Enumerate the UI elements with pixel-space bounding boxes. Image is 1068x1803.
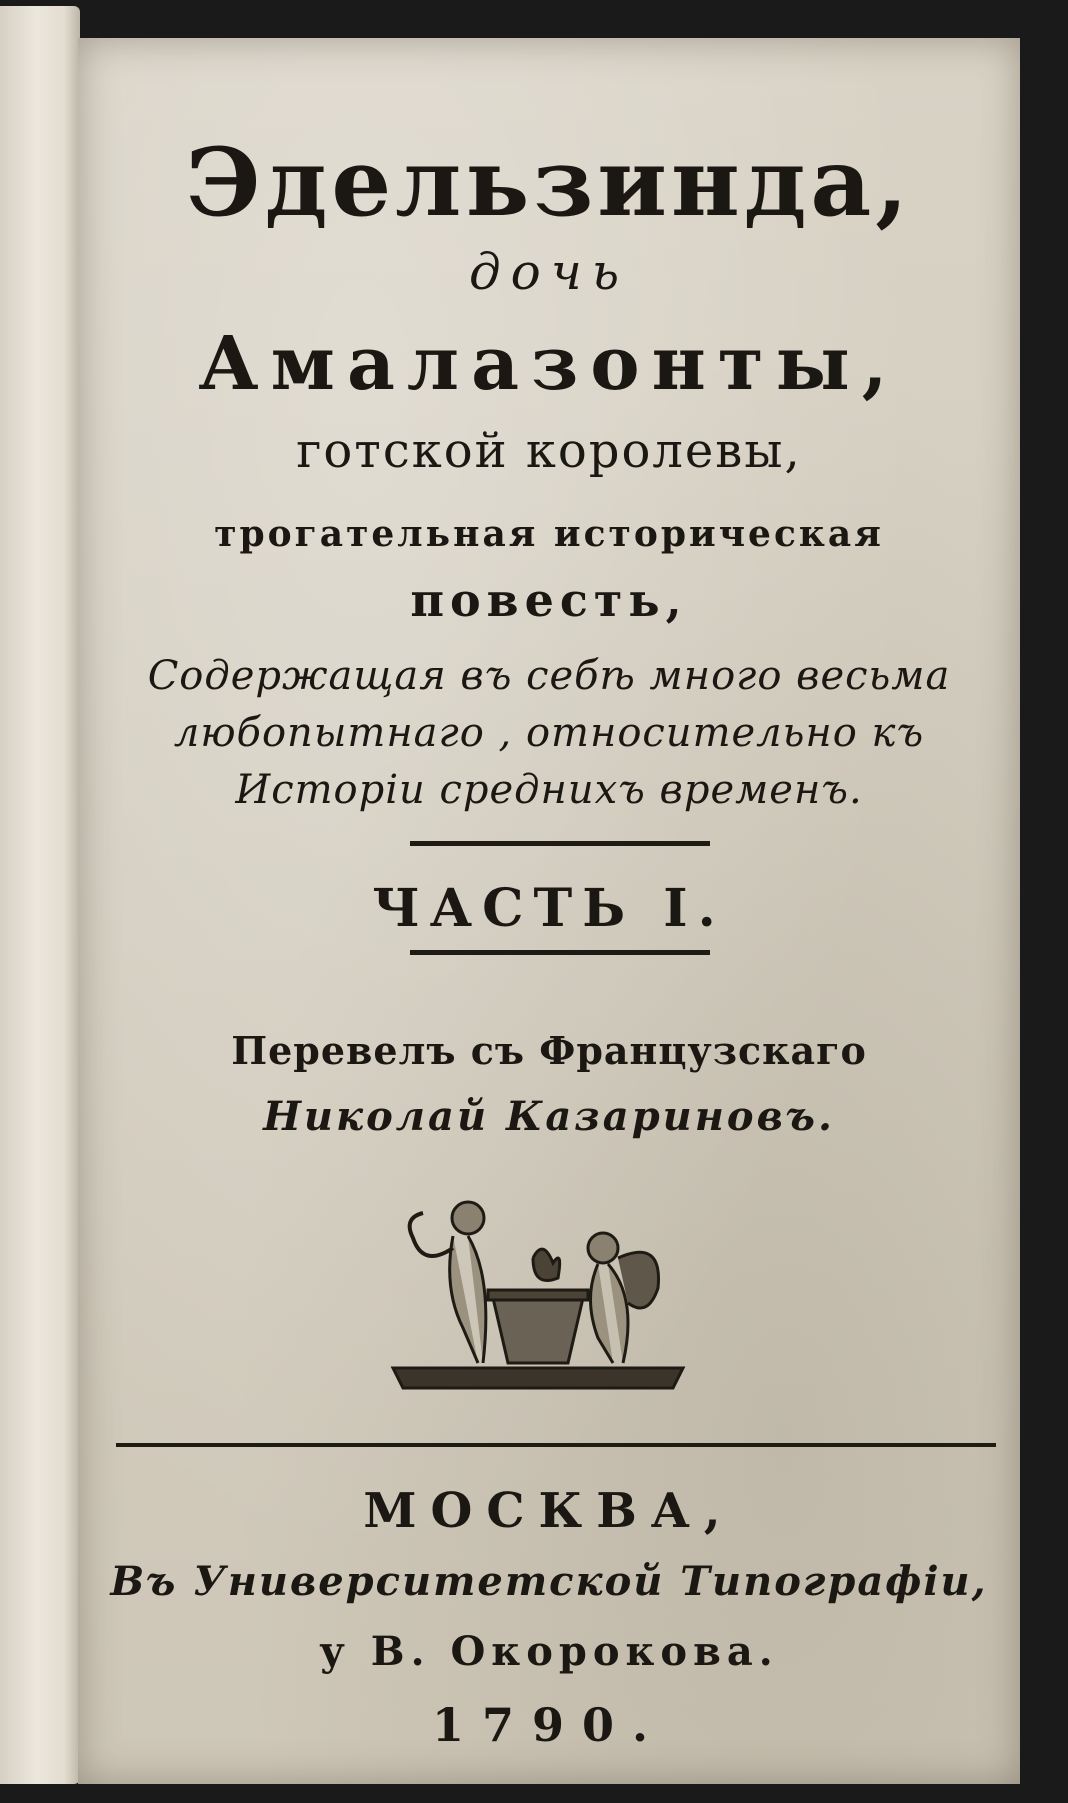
previous-page-edge — [0, 6, 80, 1784]
description-line-1: Содержащая въ себѣ много весьма — [147, 653, 951, 699]
imprint-printer: у В. Окорокова. — [319, 1628, 779, 1675]
translated-from: Перевелъ съ Французскаго — [231, 1028, 867, 1073]
part-number: ЧАСТЬ I. — [372, 878, 726, 939]
description-line-3: Исторіи среднихъ временъ. — [235, 767, 863, 813]
title-page — [78, 38, 1020, 1784]
description-line-2: любопытнаго , относительно къ — [173, 710, 925, 756]
subtitle-amalazonty: Амалазонты, — [198, 321, 900, 407]
genre-line-2: повесть, — [410, 573, 688, 627]
cherubs-with-urn-icon — [383, 1178, 693, 1418]
divider-imprint — [116, 1443, 996, 1447]
subtitle-doch: дочь — [468, 243, 630, 301]
imprint-city: МОСКВА, — [363, 1483, 735, 1539]
subtitle-gothic-queen: готской королевы, — [296, 423, 802, 479]
imprint-printing-house: Въ Университетской Типографіи, — [110, 1558, 988, 1605]
divider-bottom — [410, 950, 710, 955]
imprint-year: 1790. — [431, 1698, 667, 1752]
translator-name: Николай Казариновъ. — [263, 1093, 835, 1140]
genre-line-1: трогательная историческая — [214, 513, 884, 555]
divider-top — [410, 841, 710, 846]
book-title: Эдельзинда, — [185, 128, 913, 238]
